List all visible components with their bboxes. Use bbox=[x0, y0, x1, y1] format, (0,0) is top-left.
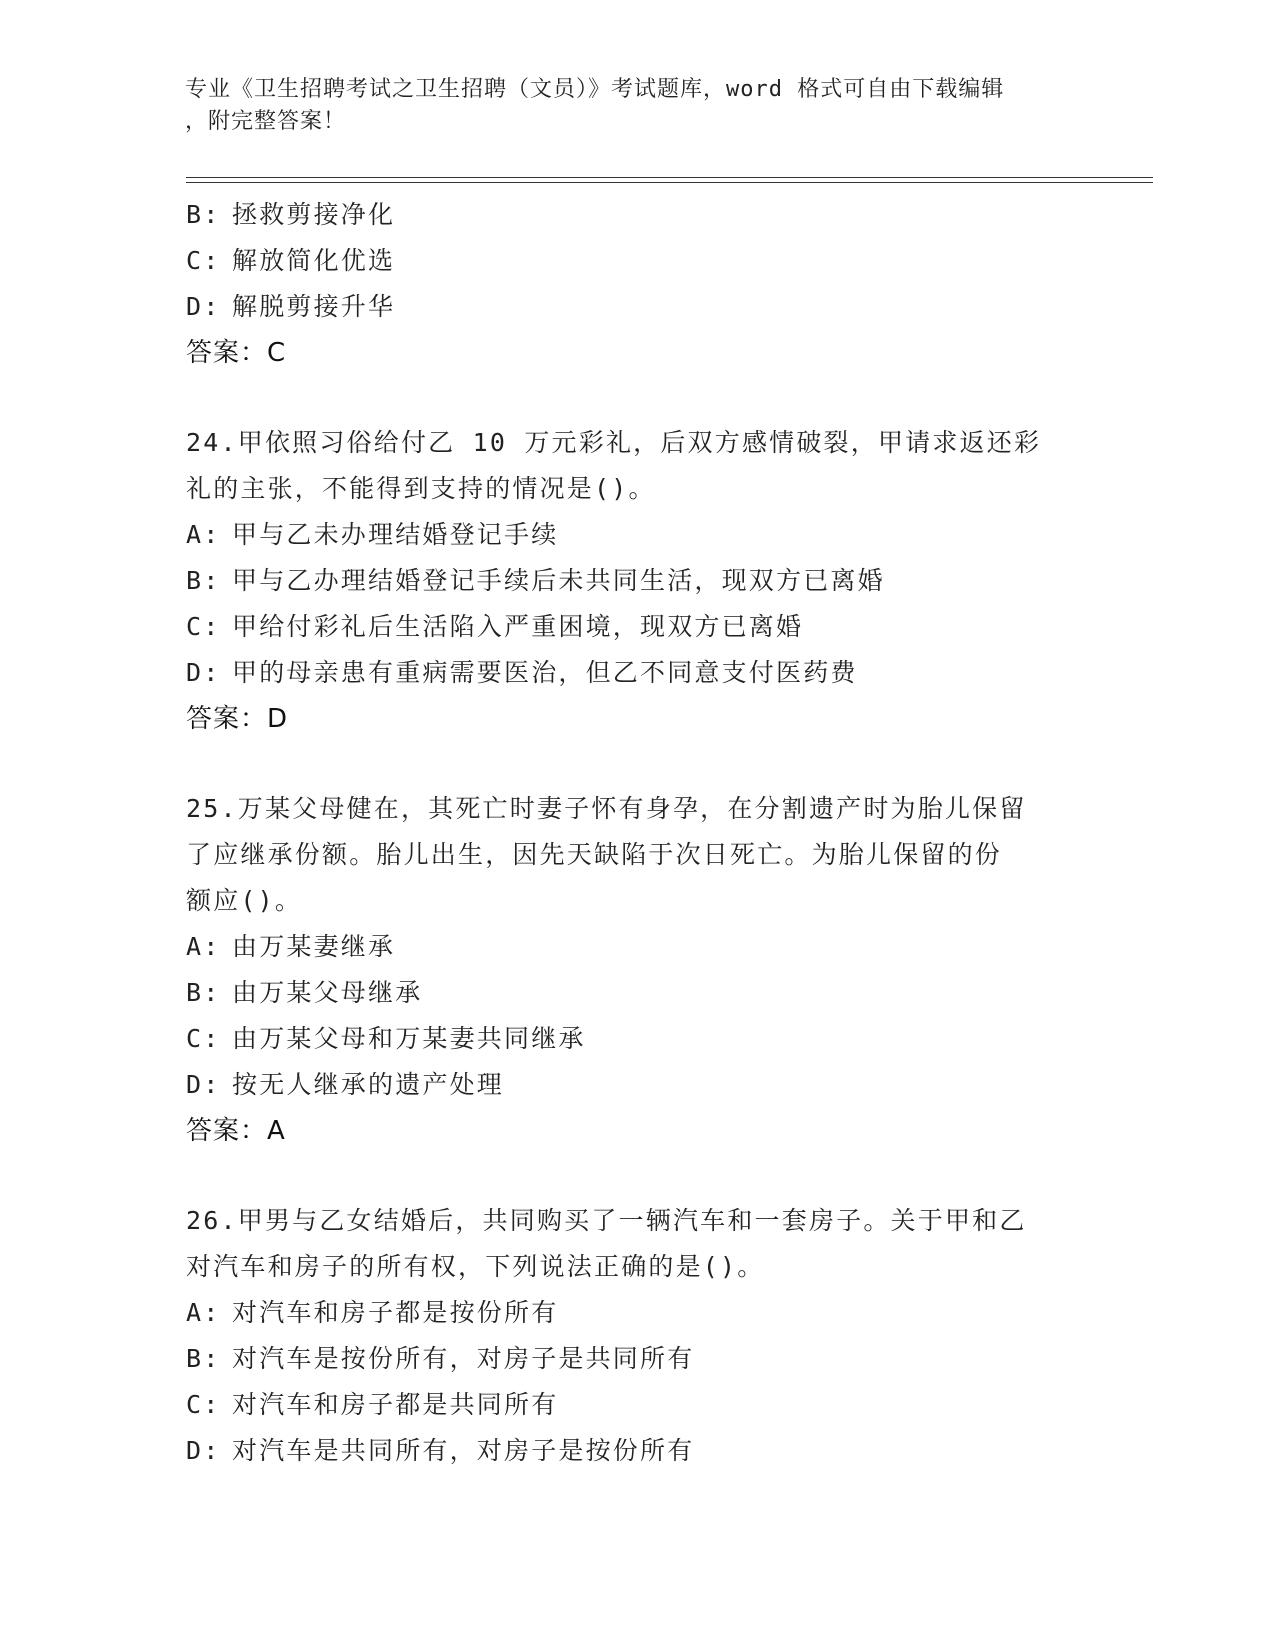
stem-line: 26.甲男与乙女结婚后，共同购买了一辆汽车和一套房子。关于甲和乙 bbox=[186, 1206, 1027, 1235]
page-header bbox=[185, 74, 1065, 138]
answer-line: 答案：D bbox=[186, 704, 289, 734]
stem-line: 了应继承份额。胎儿出生，因先天缺陷于次日死亡。为胎儿保留的份 bbox=[186, 840, 1003, 869]
option-c: C: 由万某父母和万某妻共同继承 bbox=[186, 1024, 586, 1053]
option-b: B: 由万某父母继承 bbox=[186, 978, 423, 1007]
option-d: D: 解脱剪接升华 bbox=[186, 292, 396, 321]
question-stem bbox=[186, 786, 1066, 924]
option-d: D: 对汽车是共同所有，对房子是按份所有 bbox=[186, 1436, 695, 1465]
stem-line: 礼的主张，不能得到支持的情况是()。 bbox=[186, 474, 656, 503]
option-b: B: 对汽车是按份所有，对房子是共同所有 bbox=[186, 1344, 695, 1373]
stem-line: 25.万某父母健在，其死亡时妻子怀有身孕，在分割遗产时为胎儿保留 bbox=[186, 794, 1027, 823]
option-a: A: 甲与乙未办理结婚登记手续 bbox=[186, 520, 559, 549]
answer-line: 答案：C bbox=[186, 338, 287, 368]
header-line-2: ，附完整答案！ bbox=[185, 109, 347, 134]
stem-line: 额应()。 bbox=[186, 886, 303, 915]
option-d: D: 甲的母亲患有重病需要医治，但乙不同意支付医药费 bbox=[186, 658, 858, 687]
question-block-25 bbox=[186, 786, 1086, 1154]
option-b: B: 拯救剪接净化 bbox=[186, 200, 396, 229]
stem-line: 对汽车和房子的所有权，下列说法正确的是()。 bbox=[186, 1252, 765, 1281]
header-line-1: 专业《卫生招聘考试之卫生招聘（文员）》考试题库，word 格式可自由下载编辑 bbox=[185, 77, 1005, 102]
question-block-23 bbox=[186, 192, 1086, 376]
answer-line: 答案：A bbox=[186, 1116, 286, 1146]
document-body bbox=[186, 192, 1086, 1474]
option-c: C: 甲给付彩礼后生活陷入严重困境，现双方已离婚 bbox=[186, 612, 804, 641]
option-a: A: 由万某妻继承 bbox=[186, 932, 396, 961]
option-c: C: 解放简化优选 bbox=[186, 246, 396, 275]
header-rule-bottom bbox=[186, 182, 1153, 183]
question-stem bbox=[186, 1198, 1066, 1290]
option-c: C: 对汽车和房子都是共同所有 bbox=[186, 1390, 559, 1419]
option-b: B: 甲与乙办理结婚登记手续后未共同生活，现双方已离婚 bbox=[186, 566, 885, 595]
stem-line: 24.甲依照习俗给付乙 10 万元彩礼，后双方感情破裂，甲请求返还彩 bbox=[186, 428, 1042, 457]
option-a: A: 对汽车和房子都是按份所有 bbox=[186, 1298, 559, 1327]
question-block-26 bbox=[186, 1198, 1086, 1474]
question-block-24 bbox=[186, 420, 1086, 742]
header-rule-top bbox=[186, 177, 1153, 178]
question-stem bbox=[186, 420, 1066, 512]
option-d: D: 按无人继承的遗产处理 bbox=[186, 1070, 505, 1099]
